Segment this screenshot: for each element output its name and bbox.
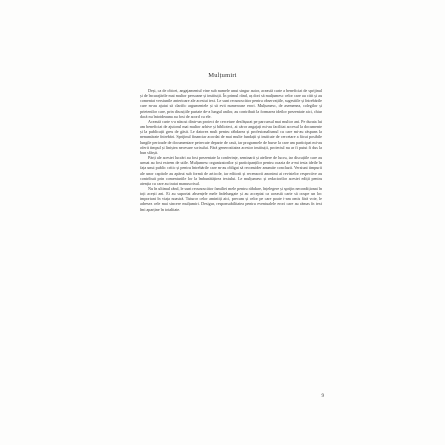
paragraph: Nu în ultimul rând, le sunt recunoscător familiei mele pentru răbdare, înțelegere și sprijin necondiționat în toți acești ani. Ei au suportat absențele mele îndelungate și au acceptat ca această carte să ocupe un loc important în viața noastră. Tuturor celor amintiți aici, precum și celor pe care poate i-am omis fără voie, le adresez cele mai sincere mulțumiri. Desigur, responsabilitatea pentru eventualele erori care au rămas în text îmi aparține în totalitate. — [140, 185, 322, 212]
paragraph: Deși, ca de obicei, angajamentul vine sub numele unui singur autor, această carte a beneficiat de sprijinul și de încurajările mai multor persoane și instituții. În primul rând, aș dori să mulțumesc celor care au citit și au comentat versiunile anterioare ale acestui text. Le sunt recunoscător pentru observațiile, sugestiile și întrebările care m-au ajutat să clarific argumentele și să evit numeroase erori. Mulțumesc, de asemenea, colegilor și prietenilor care, prin discuțiile purtate de-a lungul anilor, au contribuit la formarea ideilor prezentate aici, chiar dacă nu întotdeauna au fost de acord cu ele. — [140, 88, 322, 119]
running-title: Mulțumiri — [208, 72, 237, 79]
paragraph: Părți ale acestei lucrări au fost prezentate la conferințe, seminarii și ateliere de lucru, iar discuțiile care au urmat au fost extrem de utile. Mulțumesc organizatorilor și participanților pentru ocazia de a-mi testa ideile în fața unui public critic și pentru întrebările care m-au obligat să reconsider anumite concluzii. Versiuni timpurii ale unor capitole au apărut sub formă de articole, iar editorii și recenzorii anonimi ai revistelor respective au contribuit prin comentariile lor la îmbunătățirea textului. Le mulțumesc și redactorilor acestei ediții pentru atenția cu care au tratat manuscrisul. — [140, 155, 322, 186]
page-number: 9 — [321, 394, 324, 399]
paragraph: Această carte s-a născut dintr-un proiect de cercetare desfășurat pe parcursul mai multor ani. Pe durata lui am beneficiat de ajutorul mai multor arhive și biblioteci, ai căror angajați mi-au facilitat accesul la documente și la publicații greu de găsit. Le datorez mult pentru răbdarea și profesionalismul cu care mi-au răspuns la nenumărate întrebări. Sprijinul financiar acordat de mai multe fundații și institute de cercetare a făcut posibile lungile perioade de documentare petrecute departe de casă, iar programele de burse la care am participat mi-au oferit timpul și liniștea necesare scrisului. Fără generozitatea acestor instituții, proiectul nu ar fi putut fi dus la bun sfârșit. — [140, 118, 322, 155]
body-text — [140, 88, 322, 388]
